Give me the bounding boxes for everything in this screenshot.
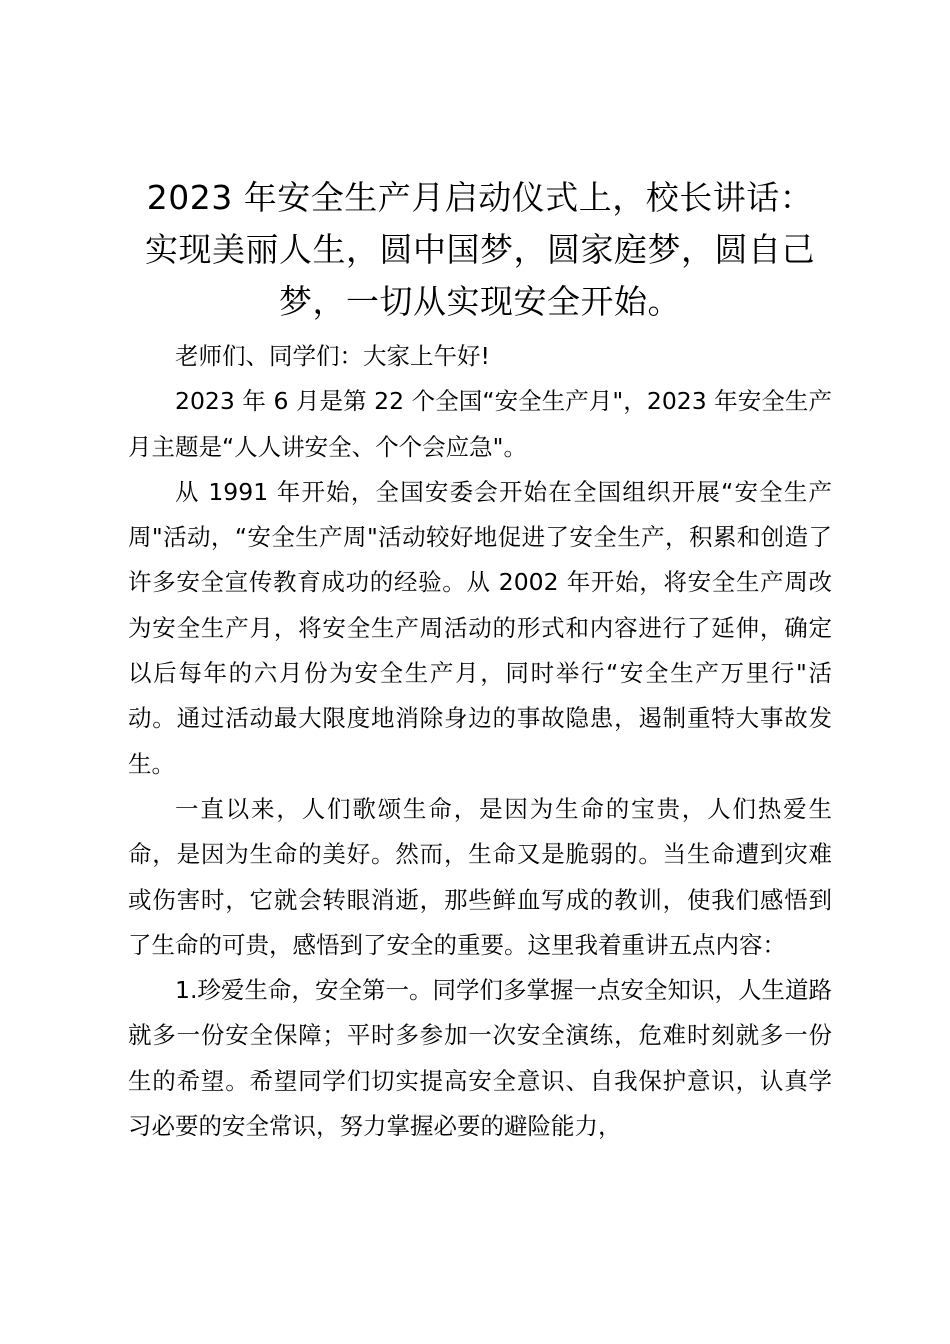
title-line-1: 2023 年安全生产月启动仪式上，校长讲话： bbox=[146, 178, 814, 217]
paragraph-theme: 2023 年 6 月是第 22 个全国“安全生产月"，2023 年安全生产月主题是“人人讲安全、个个会应急"。 bbox=[128, 387, 832, 461]
document-page bbox=[128, 172, 832, 1149]
paragraph-point-1: 1.珍爱生命，安全第一。同学们多掌握一点安全知识，人生道路就多一份安全保障；平时多参加一次安全演练，危难时刻就多一份生的希望。希望同学们切实提高安全意识、自我保护意识，认真学习必要的安全常识，努力掌握必要的避险能力， bbox=[128, 976, 832, 1141]
document-body bbox=[128, 334, 832, 1149]
document-title bbox=[128, 172, 832, 328]
paragraph-greeting: 老师们、同学们：大家上午好! bbox=[175, 342, 490, 370]
paragraph-history: 从 1991 年开始，全国安委会开始在全国组织开展“安全生产周"活动，“安全生产周"活动较好地促进了安全生产，积累和创造了许多安全宣传教育成功的经验。从 2002 年开始，将安全生产周改为安全生产月，将安全生产周活动的形式和内容进行了延伸，确定以后每年的六月份为安全生产月，同时举行“安全生产万里行"活动。通过活动最大限度地消除身边的事故隐患，遏制重特大事故发生。 bbox=[128, 477, 832, 778]
title-line-2: 实现美丽人生，圆中国梦，圆家庭梦，圆自己 bbox=[145, 230, 815, 269]
title-line-3: 梦，一切从实现安全开始。 bbox=[279, 282, 681, 321]
paragraph-life: 一直以来，人们歌颂生命，是因为生命的宝贵，人们热爱生命，是因为生命的美好。然而，生命又是脆弱的。当生命遭到灾难或伤害时，它就会转眼消逝，那些鲜血写成的教训，使我们感悟到了生命的可贵，感悟到了安全的重要。这里我着重讲五点内容： bbox=[128, 794, 832, 959]
